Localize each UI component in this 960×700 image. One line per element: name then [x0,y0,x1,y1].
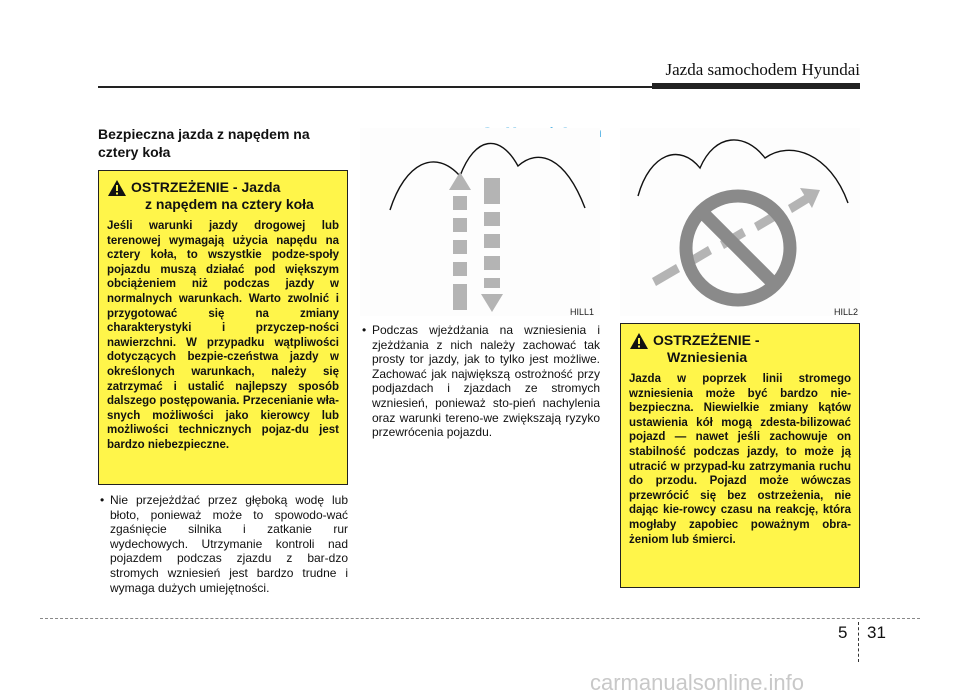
warning-title-row [629,332,851,366]
figure-label: HILL1 [570,307,595,317]
running-header: Jazda samochodem Hyundai [665,60,860,79]
watermark-bottom: carmanualsonline.info [590,670,805,695]
warning-title-row [107,179,339,213]
watermark-top: CarManuals2.com [482,124,602,140]
warning-title [653,332,760,366]
chapter-number: 5 [838,623,848,642]
footer-rule [40,618,920,619]
warning-body: Jazda w poprzek linii stromego wzniesienia może być bardzo nie-bezpieczna. Niewielkie zmiany kątów ustawienia kół mogą zdesta-bilizować pojazd — nawet jeśli zachowuje on stabilność podczas jazdy, to może ją utracić w przypad-ku zatrzymania ruchu do przodu. Pojazd może wówczas przewrócić się bez ostrzeżenia, nie dając kie-rowcy czasu na reakcję, która mogłaby zapobiec poważnym obra-żeniom lub śmierci. [629,373,851,546]
warning-title [131,179,314,213]
prohibition-sign-icon [686,196,790,300]
warning-title-line2: Wzniesienia [667,349,748,365]
warning-title-line2: z napędem na cztery koła [145,196,314,212]
figure-hill-diagonal [620,128,860,316]
warning-triangle-icon [629,332,649,350]
bullet-hill-driving [360,323,600,440]
header-rule-accent [652,83,860,89]
warning-box-4wd [98,170,348,485]
arrow-down [481,178,503,312]
warning-body: Jeśli warunki jazdy drogowej lub terenowej wymagają użycia napędu na cztery koła, to wszystkie podze-społy pojazdu muszą działać pod większym obciążeniem niż podczas jazdy w normalnych warunkach. Warto zwolnić i przygotować się na zmiany charakterystyki i przyczep-ności nawierzchni. W przypadku wątpliwości dotyczących bezpie-czeństwa jazdy w określonych warunkach, należy się zatrzymać i ustalić najlepszy sposób dalszego postępowania. Przecenianie wła-snych możliwości jako kierowcy lub możliwości technicznych pojaz-du jest bardzo niebezpieczne. [107,220,339,451]
bullet-mud-water [98,493,348,595]
section-heading: Bezpieczna jazda z napędem na cztery koła [98,126,310,160]
arrow-up [449,172,471,310]
figure-label: HILL2 [834,307,859,317]
bullet-marker: • [362,323,367,337]
warning-box-slopes [620,323,860,588]
bullet-marker: • [100,493,105,507]
figure-hill-straight [360,128,600,316]
bullet-text: Podczas wjeżdżania na wzniesienia i zjeżdżania z nich należy zachować tak prosty tor jazdy, jak to tylko jest możliwe. Zachować jak największą ostrożność przy podjazdach i zjazdach ze stromych wzniesień, ponieważ sto-pień nachylenia oraz warunki tereno-we zwiększają ryzyko przewrócenia pojazdu. [372,323,600,440]
warning-title-line1: OSTRZEŻENIE - Jazda [131,179,281,195]
warning-title-line1: OSTRZEŻENIE - [653,332,760,348]
warning-triangle-icon [107,179,127,197]
page-number-separator [858,622,860,662]
bullet-text: Nie przejeżdżać przez głęboką wodę lub błoto, ponieważ może to spowodo-wać zgaśnięcie silnika i zatkanie rur wydechowych. Utrzymanie kontroli nad pojazdem podczas zjazdu z bar-dzo stromych wzniesień jest bardzo trudne i wymaga dużych umiejętności. [110,493,348,595]
page-number: 31 [867,623,886,642]
